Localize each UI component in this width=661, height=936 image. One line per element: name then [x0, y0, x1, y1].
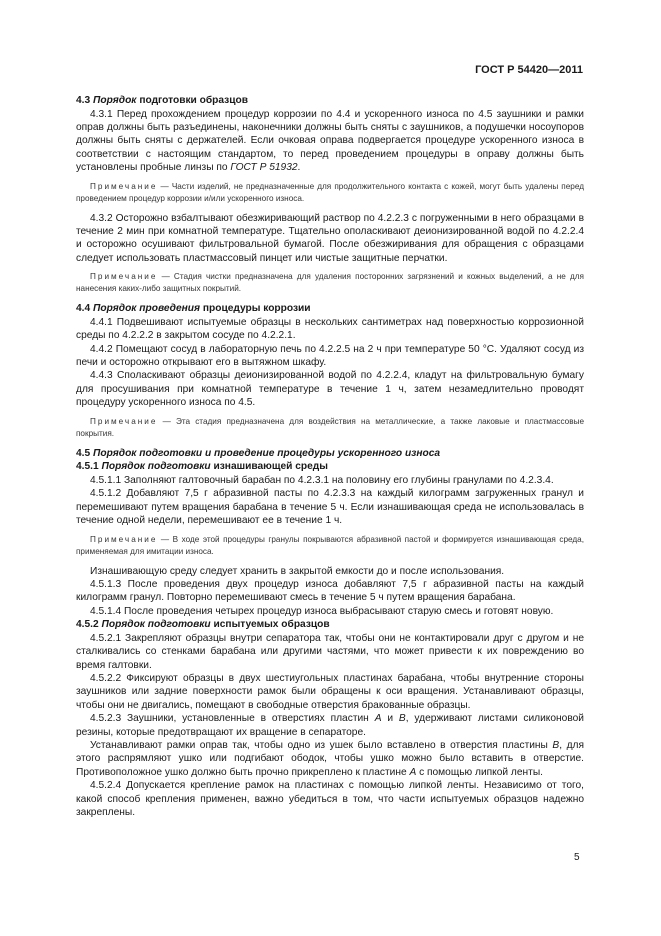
note-1: Примечание — Части изделий, не предназначенные для продолжительного контакта с кожей, могут быть удалены перед проведением процедур коррозии и/или ускоренного износа.	[76, 181, 585, 203]
document-body	[76, 94, 584, 819]
standard-number: ГОСТ Р 54420—2011	[475, 64, 583, 76]
paragraph-4-5-2-3: 4.5.2.3 Заушники, установленные в отверстиях пластин А и В, удерживают листами силиконовой резины, которые предотвращают их вращение в сепараторе.	[76, 713, 584, 738]
paragraph-4-5-2-2: 4.5.2.2 Фиксируют образцы в двух шестиугольных пластинах барабана, чтобы внутренние стороны заушников или задние поверхности рамок были обращены к оси вращения. Устанавливают образцы, чтобы они не двигались, помещают в свободные отверстия бракованные образцы.	[76, 672, 584, 711]
note-4: Примечание — В ходе этой процедуры гранулы покрываются абразивной пастой и формируется изнашивающая среда, применяемая для имитации износа.	[76, 534, 584, 556]
paragraph-4-5-1-1: 4.5.1.1 Заполняют галтовочный барабан по 4.2.3.1 на половину его глубины гранулами по 4.2.3.4.	[90, 474, 554, 486]
page-number: 5	[574, 852, 580, 863]
paragraph-storage: Изнашивающую среду следует хранить в закрытой емкости до и после использования.	[90, 565, 505, 577]
paragraph-4-4-3: 4.4.3 Споласкивают образцы деионизированной водой по 4.2.2.4, кладут на фильтровальную бумагу для просушивания при комнатной температуре в течение 1 ч, затем незамедлительно проводят процедуру ускоренного износа по 4.5.	[76, 370, 584, 409]
section-heading-4-3: 4.3 Порядок подготовки образцов	[76, 95, 248, 106]
section-heading-4-5-1: 4.5.1 Порядок подготовки изнашивающей среды	[76, 461, 328, 473]
note-3: Примечание — Эта стадия предназначена для воздействия на металлические, а также лаковые и пластмассовые покрытия.	[76, 416, 585, 438]
section-heading-4-5: 4.5 Порядок подготовки и проведение процедуры ускоренного износа	[76, 447, 441, 459]
section-heading-4-5-2: 4.5.2 Порядок подготовки испытуемых образцов	[76, 619, 330, 631]
paragraph-4-5-2-1: 4.5.2.1 Закрепляют образцы внутри сепаратора так, чтобы они не контактировали друг с другом и не сталкивались со стенками барабана или другими частями, что может привести к их повреждению во время галтовки.	[76, 632, 584, 671]
paragraph-4-4-2: 4.4.2 Помещают сосуд в лабораторную печь по 4.2.2.5 на 2 ч при температуре 50 °С. Удаляют сосуд из печи и осторожно открывают его в вытяжном шкафу.	[76, 343, 584, 369]
paragraph-frames: Устанавливают рамки оправ так, чтобы одно из ушек было вставлено в отверстия пластины В, для этого распрямляют ушко или подгибают ободок, чтобы ушко можно было вставить в отверстие. Противоположное ушко должно быть прочно прикреплено к пластине А с помощью липкой ленты.	[76, 739, 584, 778]
paragraph-4-5-1-4: 4.5.1.4 После проведения четырех процедур износа выбрасывают старую смесь и готовят новую.	[90, 605, 554, 617]
section-heading-4-4: 4.4 Порядок проведения процедуры коррозии	[76, 303, 311, 315]
paragraph-4-5-2-4: 4.5.2.4 Допускается крепление рамок на пластинах с помощью липкой ленты. Независимо от того, какой способ крепления применен, важно убедиться в том, что части испытуемых образцов надежно закреплены.	[76, 780, 584, 818]
paragraph-4-3-1: 4.3.1 Перед прохождением процедур коррозии по 4.4 и ускоренного износа по 4.5 заушники и рамки оправ должны быть разъединены, наконечники должны быть сняты с заушников, а подушечки носоупоров должны быть сняты с держателей. Если очковая оправа подвергается процедуре ускоренного износа в соответствии с настоящим стандартом, то перед проведением процедуры в оправу должны быть установлены пробные линзы по ГОСТ Р 51932.	[76, 108, 584, 174]
paragraph-4-4-1: 4.4.1 Подвешивают испытуемые образцы в нескольких сантиметрах над поверхностью коррозионной среды по 4.2.2.2 в закрытом сосуде по 4.2.2.1.	[76, 316, 584, 342]
paragraph-4-5-1-2: 4.5.1.2 Добавляют 7,5 г абразивной пасты по 4.2.3.3 на каждый килограмм загруженных гранул и перемешивают путем вращения барабана в течение 5 ч. Если изнашивающая среда не использовалась в течение одной недели, перемешивают ее в течение 1 ч.	[76, 488, 584, 527]
note-2: Примечание — Стадия чистки предназначена для удаления посторонних загрязнений и кожных выделений, а не для нанесения каких-либо защитных покрытий.	[76, 272, 584, 294]
paragraph-4-3-2: 4.3.2 Осторожно взбалтывают обезжиривающий раствор по 4.2.2.3 с погруженными в него образцами в течение 2 мин при комнатной температуре. Тщательно ополаскивают деионизированной водой по 4.2.2.4 и осторожно осушивают фильтровальной бумагой. После обезжиривания для обращения с образцами следует использовать пластмассовый пинцет или чистые защитные перчатки.	[76, 212, 584, 264]
paragraph-4-5-1-3: 4.5.1.3 После проведения двух процедур износа добавляют 7,5 г абразивной пасты на каждый килограмм гранул. Повторно перемешивают смесь в течение 5 ч путем вращения барабана.	[76, 578, 584, 604]
